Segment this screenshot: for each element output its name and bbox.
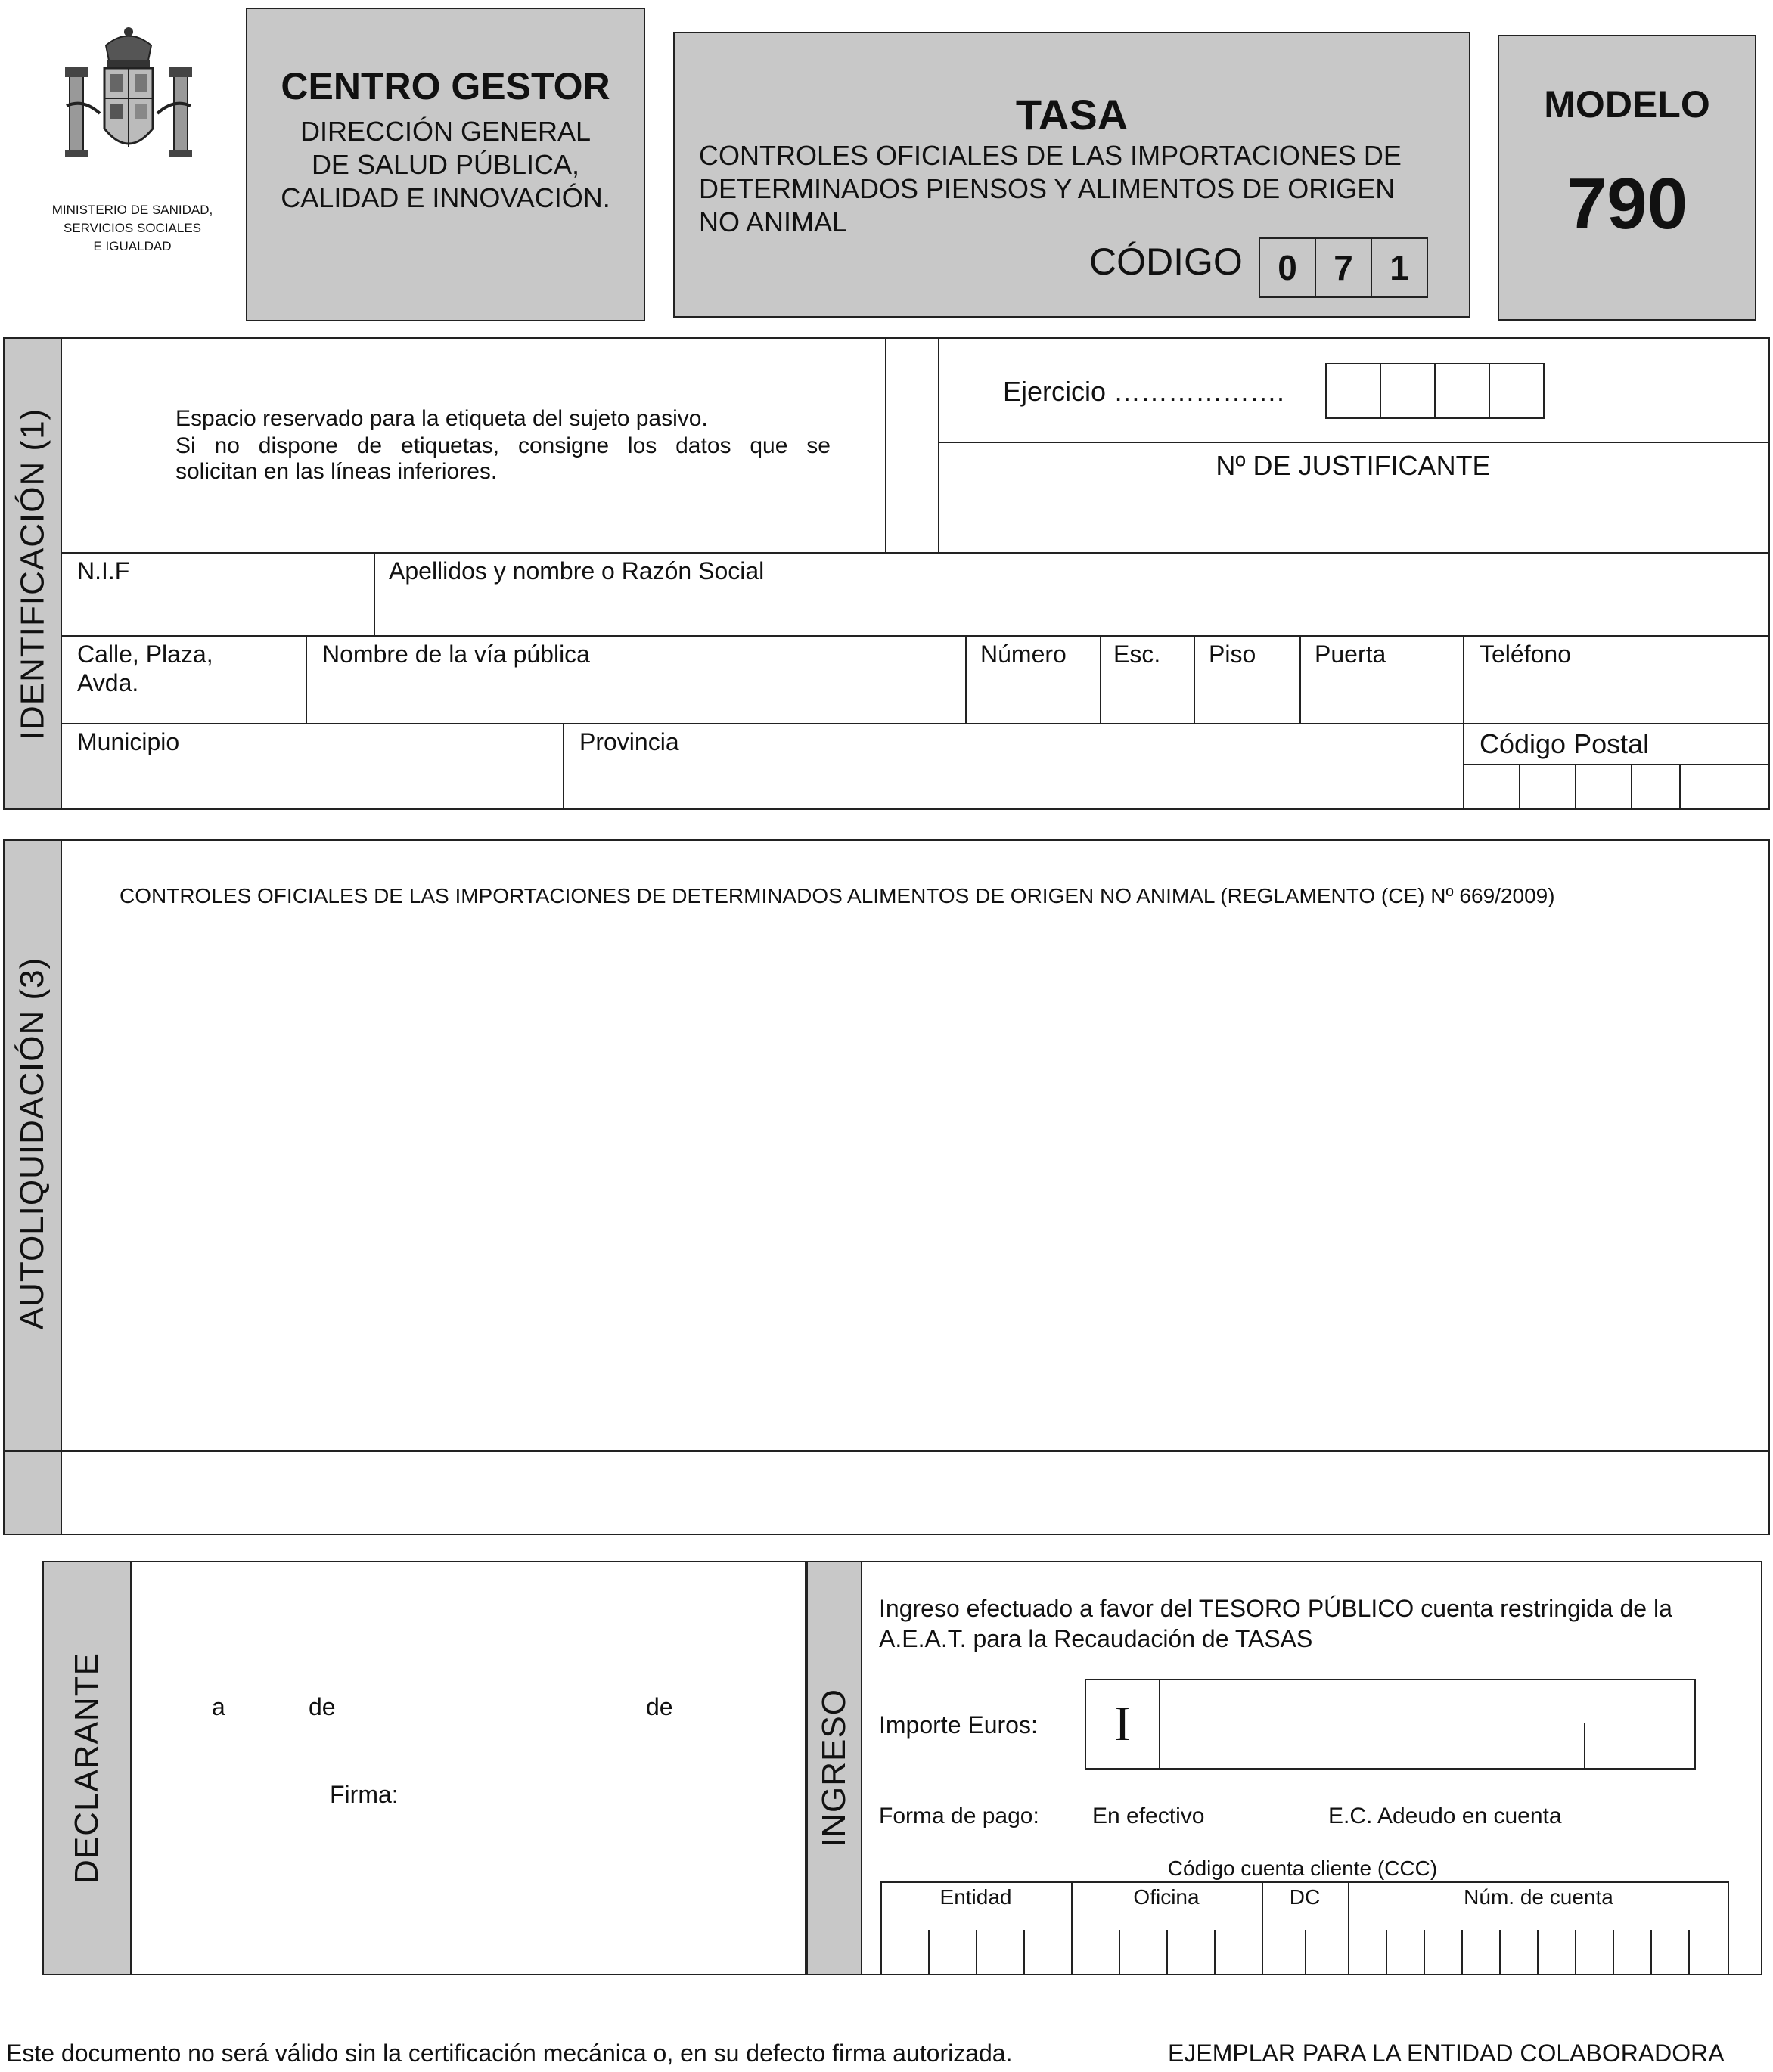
divider — [306, 635, 307, 723]
coat-of-arms-of-spain-icon — [53, 23, 204, 174]
via-label: Nombre de la vía pública — [322, 641, 590, 668]
telefono-label: Teléfono — [1480, 641, 1571, 668]
ministry-block — [45, 23, 219, 280]
postal-digit-divider — [1679, 764, 1681, 808]
ccc-cuenta-header: Núm. de cuenta — [1464, 1885, 1613, 1909]
apellidos-label: Apellidos y nombre o Razón Social — [389, 557, 765, 585]
firma-label: Firma: — [330, 1781, 399, 1808]
identificacion-side-label: IDENTIFICACIÓN (1) — [14, 408, 51, 740]
divider — [938, 339, 939, 552]
decimal-separator — [1584, 1723, 1585, 1768]
ministry-line1: MINISTERIO DE SANIDAD, — [51, 203, 213, 217]
identificacion-section — [3, 337, 1770, 810]
divider — [1100, 635, 1101, 723]
footer-copy-label: EJEMPLAR PARA LA ENTIDAD COLABORADORA — [1168, 2039, 1725, 2067]
adeudo-option[interactable]: E.C. Adeudo en cuenta — [1328, 1804, 1562, 1829]
centro-gestor-line1: DIRECCIÓN GENERAL — [300, 116, 592, 147]
divider — [374, 552, 375, 635]
divider — [1299, 635, 1301, 723]
tasa-line3: NO ANIMAL — [699, 206, 848, 237]
importe-label: Importe Euros: — [879, 1711, 1038, 1739]
day-de-label: de — [309, 1693, 336, 1720]
codigo-digit: 7 — [1315, 237, 1372, 298]
autoliquidacion-section — [3, 839, 1770, 1535]
municipio-label: Municipio — [77, 728, 180, 755]
divider — [1463, 723, 1464, 808]
ejercicio-digit-box[interactable] — [1434, 363, 1490, 419]
importe-field[interactable] — [1085, 1679, 1696, 1770]
divider — [1463, 635, 1464, 723]
centro-gestor-box — [246, 8, 645, 321]
codigo-postal-label: Código Postal — [1480, 728, 1650, 759]
modelo-number: 790 — [1566, 163, 1688, 244]
divider — [563, 723, 564, 808]
divider — [62, 552, 1768, 554]
ccc-dc-header: DC — [1289, 1885, 1321, 1909]
ingreso-text-line1: Ingreso efectuado a favor del TESORO PÚBLICO cuenta restringida de la — [879, 1595, 1672, 1622]
numero-label: Número — [980, 641, 1067, 668]
ejercicio-digit-box[interactable] — [1489, 363, 1545, 419]
place-a-label: a — [212, 1693, 225, 1720]
centro-gestor-line3: CALIDAD E INNOVACIÓN. — [281, 182, 610, 213]
declarante-section — [42, 1561, 806, 1975]
tasa-line2: DETERMINADOS PIENSOS Y ALIMENTOS DE ORIGEN — [699, 173, 1396, 204]
codigo-boxes — [1259, 237, 1431, 298]
ejercicio-digit-box[interactable] — [1325, 363, 1381, 419]
efectivo-option[interactable]: En efectivo — [1092, 1804, 1205, 1829]
autoliquidacion-side-label: AUTOLIQUIDACIÓN (3) — [14, 957, 51, 1330]
modelo-label: MODELO — [1544, 83, 1710, 126]
divider — [1463, 764, 1768, 765]
ministry-line2: SERVICIOS SOCIALES — [63, 221, 202, 235]
ccc-entidad-header: Entidad — [939, 1885, 1012, 1909]
autoliquidacion-total-field[interactable] — [64, 1452, 1768, 1534]
calle-label-line2: Avda. — [77, 669, 139, 696]
divider — [965, 635, 967, 723]
ejercicio-label: Ejercicio ………………. — [1003, 376, 1285, 407]
forma-pago-label: Forma de pago: — [879, 1804, 1039, 1829]
provincia-label: Provincia — [579, 728, 679, 755]
label-instruction-line3: solicitan en las líneas inferiores. — [175, 459, 498, 484]
ccc-label: Código cuenta cliente (CCC) — [1167, 1856, 1438, 1880]
ministry-line3: E IGUALDAD — [93, 239, 172, 253]
signature-area[interactable] — [330, 1819, 753, 1940]
codigo-label: CÓDIGO — [1089, 240, 1243, 283]
nif-field[interactable] — [77, 588, 365, 626]
ccc-oficina-header: Oficina — [1133, 1885, 1200, 1909]
month-de-label: de — [646, 1693, 673, 1720]
justificante-label: Nº DE JUSTIFICANTE — [1216, 450, 1491, 481]
puerta-label: Puerta — [1315, 641, 1386, 668]
label-instruction-line1: Espacio reservado para la etiqueta del sujeto pasivo. — [175, 406, 708, 431]
declarante-side-label: DECLARANTE — [68, 1652, 105, 1884]
centro-gestor-line2: DE SALUD PÚBLICA, — [311, 149, 580, 180]
tasa-line1: CONTROLES OFICIALES DE LAS IMPORTACIONES DE — [699, 140, 1402, 171]
postal-digit-divider — [1519, 764, 1520, 808]
ingreso-text-line2: A.E.A.T. para la Recaudación de TASAS — [879, 1625, 1313, 1652]
footer-validity-note: Este documento no será válido sin la certificación mecánica o, en su defecto firma autorizada. — [6, 2039, 1013, 2067]
divider — [938, 442, 1768, 443]
divider — [885, 339, 886, 552]
ingreso-side-label: INGRESO — [815, 1689, 852, 1847]
tasa-title: TASA — [1015, 91, 1129, 138]
postal-digit-divider — [1575, 764, 1576, 808]
divider — [62, 635, 1768, 637]
ejercicio-boxes[interactable] — [1325, 363, 1546, 419]
divider — [1194, 635, 1195, 723]
codigo-digit: 1 — [1371, 237, 1428, 298]
codigo-digit: 0 — [1259, 237, 1316, 298]
ccc-table — [880, 1881, 1732, 1974]
nif-label: N.I.F — [77, 557, 130, 585]
modelo-box — [1498, 35, 1756, 321]
tasa-box — [673, 32, 1470, 318]
postal-digit-divider — [1631, 764, 1632, 808]
importe-prefix: I — [1086, 1680, 1160, 1768]
ejercicio-digit-box[interactable] — [1380, 363, 1436, 419]
autoliquidacion-heading: CONTROLES OFICIALES DE LAS IMPORTACIONES DE DETERMINADOS ALIMENTOS DE ORIGEN NO ANIMAL (REGLAMENTO (CE) Nº 669/2009) — [120, 884, 1555, 907]
esc-label: Esc. — [1113, 641, 1161, 668]
ingreso-section — [806, 1561, 1762, 1975]
piso-label: Piso — [1209, 641, 1256, 668]
apellidos-field[interactable] — [389, 588, 1750, 626]
divider — [62, 723, 1768, 724]
centro-gestor-title: CENTRO GESTOR — [281, 65, 610, 107]
calle-label-line1: Calle, Plaza, — [77, 641, 213, 668]
label-instruction-line2: Si no dispone de etiquetas, consigne los datos que se — [175, 433, 831, 458]
